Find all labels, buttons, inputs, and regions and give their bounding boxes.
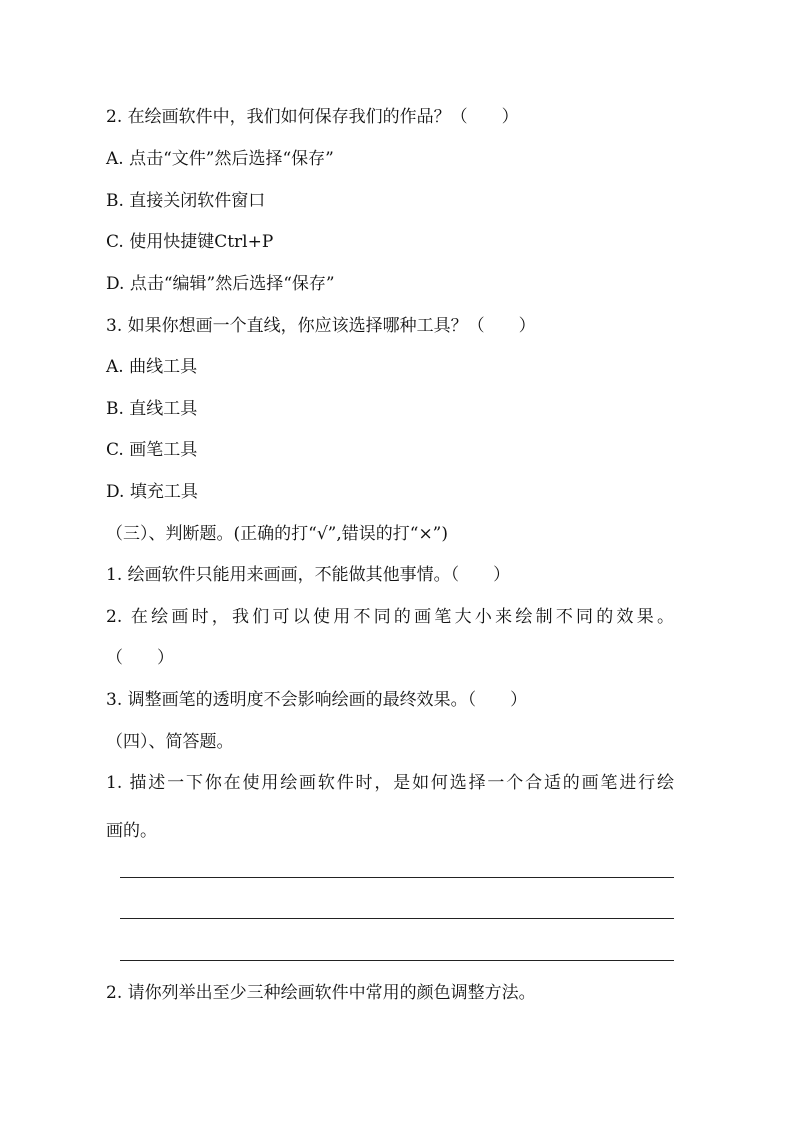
judgement-item-1: 1. 绘画软件只能用来画画，不能做其他事情。（ ） [106, 565, 511, 585]
judgement-item-2: 2. 在绘画时，我们可以使用不同的画笔大小来绘制不同的效果。 [106, 607, 674, 627]
question-2-option-c: C. 使用快捷键Ctrl+P [106, 232, 274, 252]
judgement-item-3: 3. 调整画笔的透明度不会影响绘画的最终效果。（ ） [106, 690, 528, 710]
section-4-heading: （四）、简答题。 [106, 732, 234, 752]
answer-line-2[interactable] [120, 918, 674, 919]
question-2-option-b: B. 直接关闭软件窗口 [106, 191, 266, 211]
short-answer-2: 2. 请你列举出至少三种绘画软件中常用的颜色调整方法。 [106, 983, 536, 1003]
answer-line-1[interactable] [120, 877, 674, 878]
question-3-option-d: D. 填充工具 [106, 482, 198, 502]
judgement-item-2-bracket: （ ） [106, 648, 174, 668]
question-3-option-a: A. 曲线工具 [106, 357, 198, 377]
question-3-option-c: C. 画笔工具 [106, 440, 198, 460]
question-3-option-b: B. 直线工具 [106, 399, 198, 419]
short-answer-1-line-1: 1. 描述一下你在使用绘画软件时，是如何选择一个合适的画笔进行绘 [106, 773, 674, 793]
question-3: 3. 如果你想画一个直线，你应该选择哪种工具？（ ） [106, 316, 536, 336]
question-2-option-a: A. 点击“文件”然后选择“保存” [106, 149, 334, 169]
section-3-heading: （三）、判断题。(正确的打“√”,错误的打“×”) [106, 524, 449, 544]
question-2: 2. 在绘画软件中，我们如何保存我们的作品？（ ） [106, 107, 519, 127]
question-2-option-d: D. 点击“编辑”然后选择“保存” [106, 274, 335, 294]
short-answer-1-line-2: 画的。 [106, 821, 157, 841]
answer-line-3[interactable] [120, 960, 674, 961]
